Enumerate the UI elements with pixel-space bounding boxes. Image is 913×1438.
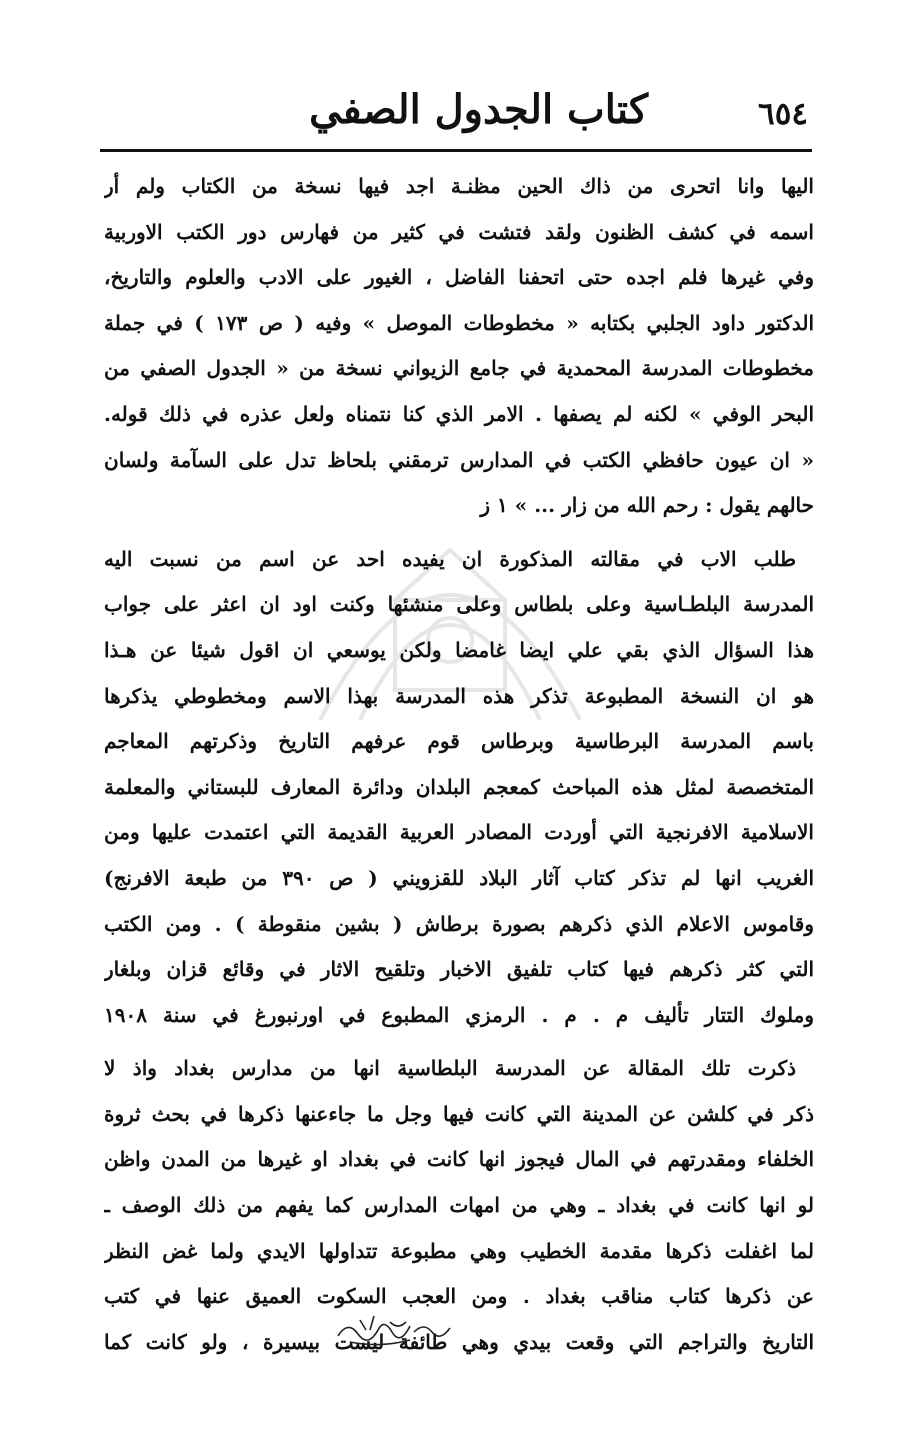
text-line: الغريب انها لم تذكر كتاب آثار البلاد للقزويني ( ص ٣٩٠ من طبعة الافرنج) — [104, 865, 814, 890]
text-line: اسمه في كشف الظنون ولقد فتشت في كثير من فهارس دور الكتب الاوربية — [104, 219, 814, 244]
text-line: الاسلامية الافرنجية التي أوردت المصادر العربية القديمة التي اعتمدت عليها ومن — [104, 820, 814, 845]
page-header — [108, 86, 808, 152]
text-line: ذكر في كلشن عن المدينة التي كانت فيها وجل ما جاءعنها ذكرها في بحث ثروة — [104, 1101, 814, 1126]
text-line: مخطوطات المدرسة المحمدية في جامع الزيواني نسخة من « الجدول الصفي من — [104, 356, 814, 381]
text-line: ذكرت تلك المقالة عن المدرسة البلطاسية انها من مدارس بغداد واذ لا — [104, 1056, 796, 1081]
text-line: البحر الوفي » لكنه لم يصفها . الامر الذي كنا نتمناه ولعل عذره في ذلك قوله. — [104, 401, 814, 426]
text-line: وملوك التتار تأليف م . م . الرمزي المطبوع في اورنبورغ في سنة ١٩٠٨ — [104, 1002, 814, 1027]
book-title: كتاب الجدول الصفي — [309, 86, 648, 133]
text-line: « ان عيون حافظي الكتب في المدارس ترمقني بلحاظ تدل على السآمة ولسان — [104, 447, 814, 472]
text-line: الدكتور داود الجلبي بكتابه « مخطوطات الموصل » وفيه ( ص ١٧٣ ) في جملة — [104, 310, 814, 335]
text-line: حالهم يقول : رحم الله من زار ... » ١ ز — [480, 493, 814, 518]
text-line: عن ذكرها كتاب مناقب بغداد . ومن العجب السكوت العميق عنها في كتب — [104, 1284, 814, 1309]
text-line: اليها وانا اتحرى من ذاك الحين مظنـة اجد فيها نسخة من الكتاب ولم أر — [104, 174, 814, 198]
text-line: المتخصصة لمثل هذه المباحث كمعجم البلدان ودائرة المعارف للبستاني والمعلمة — [104, 774, 814, 799]
text-line: المدرسة البلطـاسية وعلى بلطاس وعلى منشئها وكنت اود ان اعثر على جواب — [104, 592, 814, 617]
text-line: لما اغفلت ذكرها مقدمة الخطيب وهي مطبوعة تتداولها الايدي ولما غض النظر — [104, 1238, 814, 1263]
body-text — [104, 164, 814, 1365]
text-line: باسم المدرسة البرطاسية وبرطاس قوم عرفهم التاريخ وذكرتهم المعاجم — [104, 729, 814, 754]
signature-mark — [330, 1308, 460, 1348]
text-line: الخلفاء ومقدرتهم في المال فيجوز انها كانت في بغداد او غيرها من المدن واظن — [104, 1147, 814, 1172]
text-line: التاريخ والتراجم التي وقعت بيدي وهي طائفة ليست بيسيرة ، ولو كانت كما — [104, 1329, 814, 1354]
text-line: التي كثر ذكرهم فيها كتاب تلفيق الاخبار وتلقيح الاثار في وقائع قزان وبلغار — [104, 957, 814, 982]
header-divider — [100, 149, 812, 152]
page-number: ٦٥٤ — [758, 96, 808, 132]
text-line: هذا السؤال الذي بقي علي ايضا غامضا ولكن يوسعي ان اقول شيئا عن هـذا — [104, 637, 814, 662]
text-line: هو ان النسخة المطبوعة تذكر هذه المدرسة بهذا الاسم ومخطوطي يذكرها — [104, 683, 814, 708]
text-line: وقاموس الاعلام الذي ذكرهم بصورة برطاش ( بشين منقوطة ) . ومن الكتب — [104, 911, 814, 936]
text-line: طلب الاب في مقالته المذكورة ان يفيده احد عن اسم من نسبت اليه — [104, 546, 796, 571]
text-line: لو انها كانت في بغداد ـ وهي من امهات المدارس كما يفهم من ذلك الوصف ـ — [104, 1193, 814, 1218]
text-line: وفي غيرها فلم اجده حتى اتحفنا الفاضل ، الغيور على الادب والعلوم والتاريخ، — [104, 265, 814, 290]
